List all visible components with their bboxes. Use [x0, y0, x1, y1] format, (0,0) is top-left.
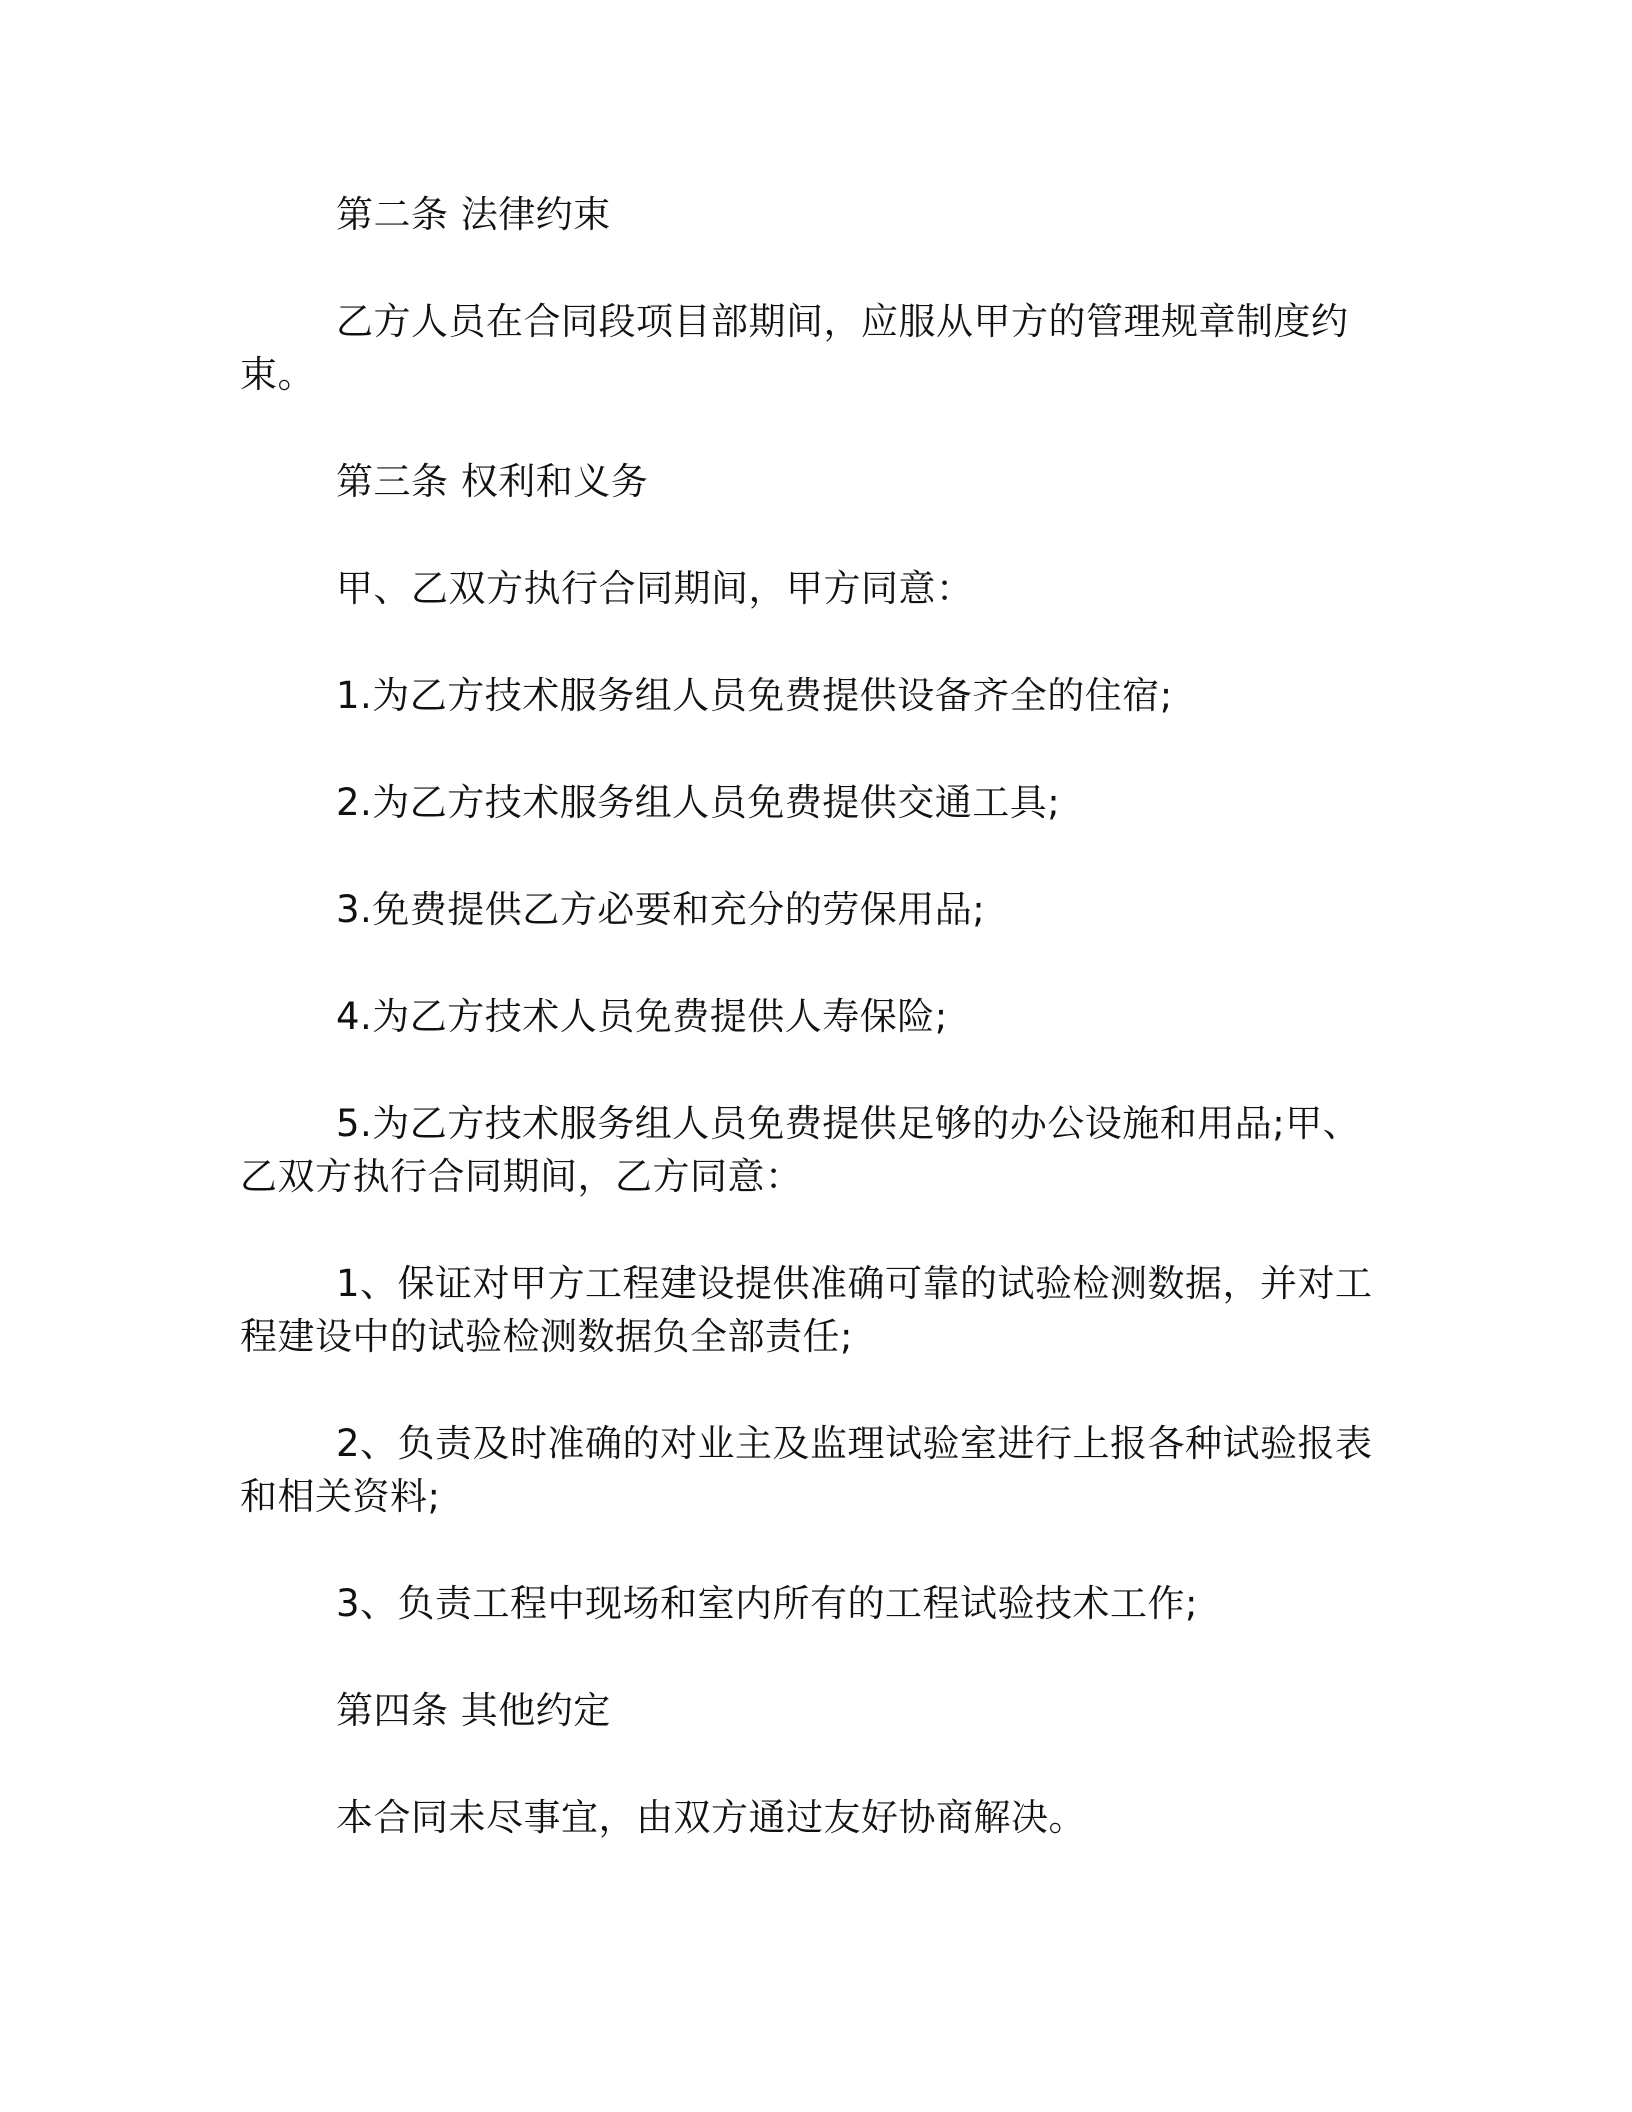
section-heading-article-2: 第二条 法律约束: [336, 193, 611, 236]
list-item-b-1: 1、保证对甲方工程建设提供准确可靠的试验检测数据，并对工程建设中的试验检测数据负全部责任;: [240, 1262, 1373, 1358]
list-item-a-2: 2.为乙方技术服务组人员免费提供交通工具;: [336, 781, 1061, 824]
section-heading-article-4: 第四条 其他约定: [336, 1689, 611, 1732]
list-item-a-4: 4.为乙方技术人员免费提供人寿保险;: [336, 995, 948, 1038]
list-item-a-5: 5.为乙方技术服务组人员免费提供足够的办公设施和用品;甲、乙双方执行合同期间，乙方同意：: [240, 1102, 1361, 1198]
paragraph-party-a-agrees: 甲、乙双方执行合同期间，甲方同意：: [336, 567, 974, 610]
section-heading-article-3: 第三条 权利和义务: [336, 460, 649, 503]
list-item-b-3: 3、负责工程中现场和室内所有的工程试验技术工作;: [336, 1582, 1199, 1625]
paragraph-legal-constraint: 乙方人员在合同段项目部期间，应服从甲方的管理规章制度约束。: [240, 300, 1349, 396]
list-item-b-2: 2、负责及时准确的对业主及监理试验室进行上报各种试验报表和相关资料;: [240, 1422, 1373, 1518]
paragraph-other-terms: 本合同未尽事宜，由双方通过友好协商解决。: [336, 1796, 1086, 1839]
list-item-a-1: 1.为乙方技术服务组人员免费提供设备齐全的住宿;: [336, 674, 1173, 717]
document-body: [240, 188, 1390, 1898]
list-item-a-3: 3.免费提供乙方必要和充分的劳保用品;: [336, 888, 986, 931]
